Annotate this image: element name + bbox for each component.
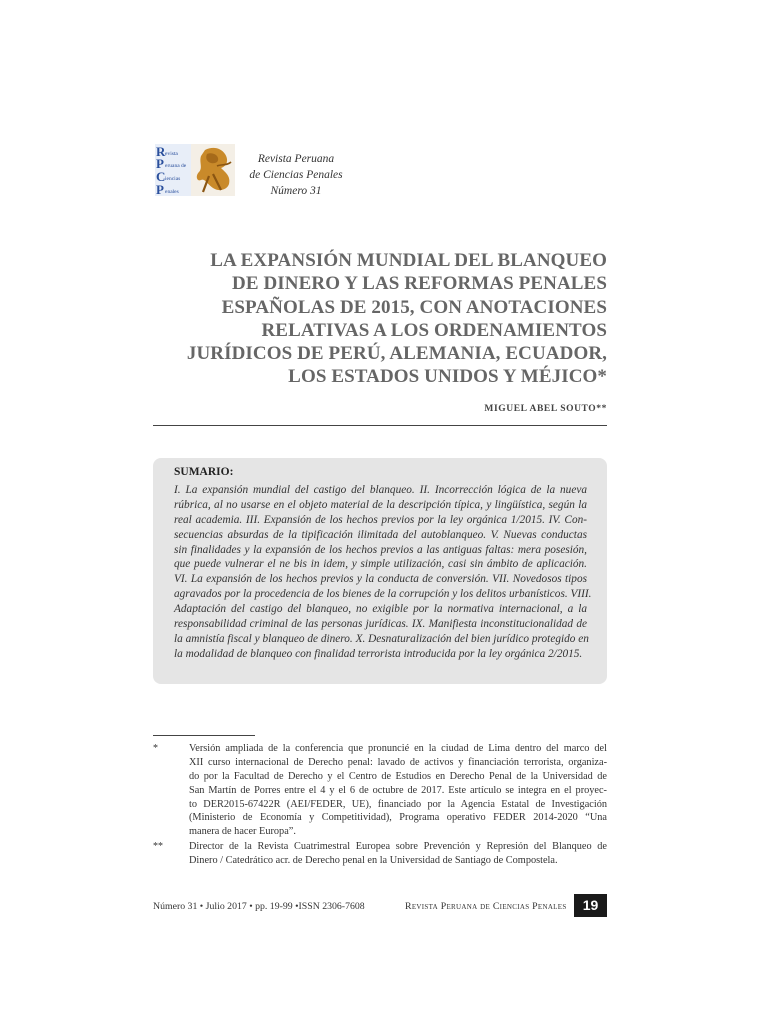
logo-word-2: eruana de	[165, 163, 187, 169]
summary-line: la modalidad de blanqueo con finalidad terrorista introducida por la ley orgánica 2/2015.	[174, 647, 583, 660]
article-title	[170, 249, 607, 389]
summary-line: Adaptación del castigo del blanqueo, no exigible por la normativa internacional, a la	[174, 603, 587, 616]
journal-logo	[155, 144, 235, 196]
summary-label: SUMARIO:	[174, 466, 234, 478]
logo-word-4: enales	[165, 189, 179, 195]
title-line: DE DINERO Y LAS REFORMAS PENALES	[232, 273, 607, 295]
journal-name-line1: Revista Peruana	[257, 153, 335, 165]
header-divider	[153, 425, 607, 426]
logo-word-3: iencias	[165, 176, 181, 182]
logo-letter-p2: P	[156, 182, 164, 196]
page-footer	[153, 899, 607, 917]
title-line: LOS ESTADOS UNIDOS Y MÉJICO*	[288, 366, 607, 388]
footnote-line: do por la Facultad de Derecho y el Centro de Estudios en Derecho Penal de la Universidad de	[189, 770, 607, 782]
summary-line: I. La expansión mundial del castigo del blanqueo. II. Incorrección lógica de la nueva	[174, 484, 587, 496]
journal-name-line2: de Ciencias Penales	[249, 169, 343, 181]
summary-line: VI. La expansión de los hechos previos y la conducta de conversión. VII. Novedosos tipos	[174, 573, 587, 586]
footnote-text	[189, 840, 607, 868]
logo-letter-r: R	[156, 144, 166, 159]
footnote-line: (Ministerio de Economía y Competitividad), Programa operativo FEDER 2014-2020 “Una	[189, 812, 607, 824]
journal-issue-line: Número 31	[270, 185, 322, 197]
title-line: ESPAÑOLAS DE 2015, CON ANOTACIONES	[221, 296, 607, 318]
footnote-line: Dinero / Catedrático acr. de Derecho penal en la Universidad de Santiago de Compostela.	[189, 854, 558, 866]
summary-line: rúbrica, al no usarse en el objeto material de la descripción típica, y lingüística, según la	[174, 498, 587, 511]
footnote-line: XII curso internacional de Derecho penal: lavado de activos y financiación terrorista, organiza-	[189, 756, 607, 768]
summary-line: sin finalidades y la expansión de los hechos previos a las antiguas faltas: mera posesión,	[174, 543, 587, 556]
issue-info: Número 31 • Julio 2017 • pp. 19-99 •ISSN 2306-7608	[153, 901, 365, 912]
logo-word-1: evista	[165, 151, 178, 157]
logo-letter-c: C	[156, 169, 166, 184]
title-line: RELATIVAS A LOS ORDENAMIENTOS	[261, 319, 607, 341]
footnote-divider	[153, 735, 255, 736]
title-line: LA EXPANSIÓN MUNDIAL DEL BLANQUEO	[210, 250, 607, 271]
footer-journal-name: Revista Peruana de Ciencias Penales	[405, 901, 567, 912]
summary-line: agravados por la procedencia de los bienes de la corrupción y los delitos urbanísticos. VIII.	[174, 588, 592, 601]
footnote-line: Director de la Revista Cuatrimestral Europea sobre Prevención y Represión del Blanqueo de	[189, 841, 607, 852]
summary-line: responsabilidad criminal de las personas jurídicas. IX. Manifiesta inconstitucionalidad de	[174, 618, 587, 631]
footnote-line: manera de hacer Europa”.	[189, 826, 296, 838]
author-name: MIGUEL ABEL SOUTO**	[484, 404, 607, 414]
summary-line: secuencias absurdas de la tipificación ilimitada del autoblanqueo. V. Nuevas conductas	[174, 528, 587, 541]
page-number: 19	[574, 894, 607, 917]
footnote-mark: *	[153, 743, 158, 754]
summary-line: que puede vulnerar el ne bis in idem, y simple utilización, casi sin ámbito de aplicación.	[174, 558, 587, 571]
footnote-line: San Martín de Porres entre el 4 y el 6 de octubre de 2017. Este artículo se integra en el proyec-	[189, 784, 607, 796]
footnote-line: to DER2015-67422R (AEI/FEDER, UE), financiado por la Agencia Estatal de Investigación	[189, 798, 607, 810]
summary-line: real academia. III. Expansión de los hechos previos por la ley orgánica 1/2015. IV. Con-	[174, 513, 587, 526]
footnote-line: Versión ampliada de la conferencia que pronuncié en la ciudad de Lima dentro del marco del	[189, 743, 607, 754]
footnote-mark: **	[153, 841, 163, 852]
summary-box	[153, 458, 607, 684]
title-line: JURÍDICOS DE PERÚ, ALEMANIA, ECUADOR,	[186, 343, 607, 365]
logo-letter-p: P	[156, 156, 164, 171]
footnote-text	[189, 742, 607, 839]
summary-line: la amnistía fiscal y blanqueo de dinero. X. Desnaturalización del bien jurídico protegido en	[174, 632, 589, 645]
journal-header-text	[236, 151, 356, 199]
